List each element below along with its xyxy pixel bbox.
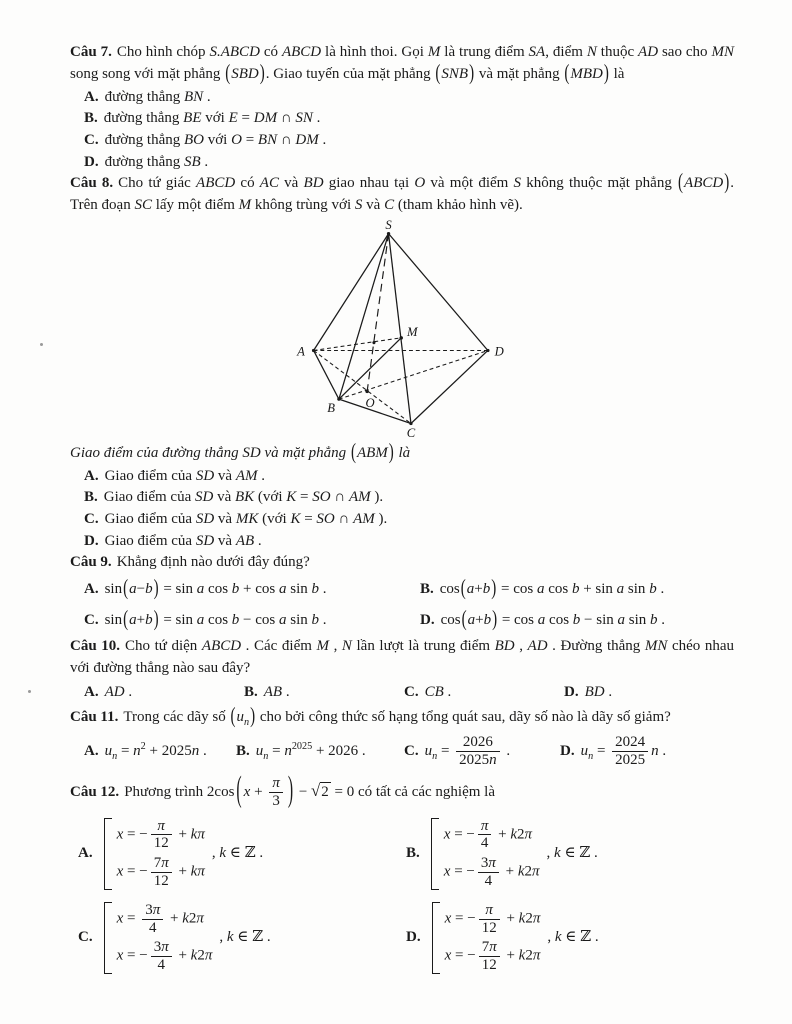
q8-option-b-text: Giao điểm của SD và BK (với K = SO ∩ AM ). xyxy=(103,489,384,506)
q8-option-c xyxy=(70,509,734,531)
q8-stem xyxy=(70,440,734,465)
q9-option-a-text: sin(a−b) = sin a cos b + cos a sin b . xyxy=(104,576,327,601)
q11-option-c-letter: C. xyxy=(404,743,419,760)
question-9-label: Câu 9. xyxy=(70,554,112,571)
q12-option-c-rows xyxy=(117,900,213,976)
vertex-label-o: O xyxy=(365,395,375,410)
question-11-body: Trong các dãy số $(u_n)$ cho bởi công thức số hạng tổng quát sau, dãy số nào là dãy số giảm? xyxy=(123,704,671,729)
q7-option-c-text: đường thẳng BO với O = BN ∩ DM . xyxy=(104,131,327,148)
q9-option-a-letter: A. xyxy=(84,581,99,598)
question-11 xyxy=(70,704,734,729)
q12-option-b-letter: B. xyxy=(406,844,420,861)
q12-option-b-rows xyxy=(444,816,540,892)
question-10-label: Câu 10. xyxy=(70,637,121,654)
q11-option-a-text: $u_n = n^2 + 2025n$ . xyxy=(104,740,207,762)
q8-option-d xyxy=(70,531,734,553)
q11-option-a xyxy=(84,741,236,763)
q12-option-c xyxy=(78,900,406,976)
q7-option-d xyxy=(70,152,734,174)
question-10-body: Cho tứ diện ABCD . Các điểm M , N lần lượt là trung điểm BD , AD . Đường thẳng MN chéo nhau với đường thẳng nào sau đây? xyxy=(70,637,734,676)
q9-option-c-letter: C. xyxy=(84,611,99,628)
q7-option-d-text: đường thẳng SB . xyxy=(104,153,209,170)
q7-option-b-letter: B. xyxy=(84,110,98,127)
q9-option-b xyxy=(420,576,734,601)
q10-option-d xyxy=(564,682,734,704)
q8-option-b xyxy=(70,487,734,509)
question-12-body: Phương trình 2cos ( x + $\frac{\pi}{3}$ ) − √ 2 = 0 có tất cả các nghiệm là xyxy=(124,770,495,810)
scan-speck xyxy=(28,690,31,693)
question-8-body: Cho tứ giác ABCD có AC và BD giao nhau tại O và một điểm S không thuộc mặt phẳng (ABCD). Trên đoạn SC lấy một điểm M không trùng với S và C (tham khảo hình vẽ). xyxy=(70,170,734,214)
q10-option-b-text: AB . xyxy=(263,683,290,700)
system-bracket xyxy=(104,818,112,890)
q7-option-a-letter: A. xyxy=(84,88,99,105)
q8-figure-wrap xyxy=(84,220,734,442)
q10-option-d-letter: D. xyxy=(564,683,579,700)
question-12 xyxy=(70,770,734,810)
q7-option-c-letter: C. xyxy=(84,131,99,148)
q8-option-a xyxy=(70,466,734,488)
q10-option-a-letter: A. xyxy=(84,683,99,700)
q11-option-a-letter: A. xyxy=(84,742,99,759)
question-9-title: Khẳng định nào dưới đây đúng? xyxy=(116,554,310,571)
q11-option-d-text: $u_n$ = $\frac{2024}{2025}$ n . xyxy=(580,734,667,769)
vertex-label-c: C xyxy=(406,426,416,441)
q11-option-b-text: $u_n = n^{2025} + 2026$ . xyxy=(255,740,366,762)
q12-option-d-letter: D. xyxy=(406,928,421,945)
q11-option-c xyxy=(404,734,560,769)
q9-option-c-text: sin(a+b) = sin a cos b − cos a sin b . xyxy=(104,607,327,632)
question-7-body: Cho hình chóp S.ABCD có ABCD là hình thoi. Gọi M là trung điểm SA, điểm N thuộc AD sao cho MN song song với mặt phẳng (SBD). Giao tuyến của mặt phẳng (SNB) và mặt phẳng (MBD) là xyxy=(70,44,734,86)
system-bracket xyxy=(431,818,439,890)
q12-options xyxy=(70,816,734,976)
q12-option-a xyxy=(78,816,406,892)
q8-option-c-text: Giao điểm của SD và MK (với K = SO ∩ AM ). xyxy=(104,511,388,528)
exam-content xyxy=(70,42,734,976)
vertex-label-m: M xyxy=(407,324,418,339)
q12-option-d-row2: x = − $\frac{7\pi}{12}$ + k2π xyxy=(444,939,541,974)
q12-option-c-row1: x = $\frac{3\pi}{4}$ + k2π xyxy=(116,901,204,936)
q8-option-a-letter: A. xyxy=(84,467,99,484)
q12-option-b xyxy=(406,816,734,892)
q10-option-c-text: CB . xyxy=(424,683,452,700)
q12-option-b-tail: , k ∈ ℤ . xyxy=(546,844,598,861)
q12-option-a-rows xyxy=(117,816,205,892)
q12-option-d-rows xyxy=(445,900,541,976)
q11-option-b xyxy=(236,741,404,763)
q10-option-c-letter: C. xyxy=(404,683,419,700)
q12-option-d xyxy=(406,900,734,976)
q10-option-c xyxy=(404,682,564,704)
q12-option-a-row2: x = − $\frac{7\pi}{12}$ + kπ xyxy=(116,855,205,890)
q10-option-b xyxy=(244,682,404,704)
q9-option-b-text: cos(a+b) = cos a cos b + sin a sin b . xyxy=(439,576,665,601)
q12-option-d-row1: x = − $\frac{\pi}{12}$ + k2π xyxy=(444,901,541,936)
system-bracket xyxy=(432,902,440,974)
q12-option-b-row2: x = − $\frac{3\pi}{4}$ + k2π xyxy=(443,855,540,890)
q12-option-c-row2: x = − $\frac{3\pi}{4}$ + k2π xyxy=(116,939,213,974)
question-12-label: Câu 12. xyxy=(70,783,120,800)
q9-option-d xyxy=(420,607,734,632)
q11-options xyxy=(70,734,734,769)
q7-option-a-text: đường thẳng BN . xyxy=(104,88,211,105)
scan-speck xyxy=(40,343,43,346)
question-7-label: Câu 7. xyxy=(70,44,112,60)
question-8-label: Câu 8. xyxy=(70,175,114,192)
q9-options xyxy=(70,576,734,632)
q11-option-d-letter: D. xyxy=(560,743,575,760)
question-10 xyxy=(70,636,734,680)
question-11-label: Câu 11. xyxy=(70,708,119,725)
q11-option-b-letter: B. xyxy=(236,742,250,759)
q12-option-a-tail: , k ∈ ℤ . xyxy=(211,844,264,861)
q8-pyramid-figure xyxy=(278,220,540,442)
q12-option-a-letter: A. xyxy=(78,844,93,861)
system-bracket xyxy=(104,902,112,974)
q9-option-c xyxy=(84,607,420,632)
q8-option-d-letter: D. xyxy=(84,532,99,549)
q9-option-d-letter: D. xyxy=(420,611,435,628)
vertex-label-a: A xyxy=(297,344,305,359)
q11-option-c-text: $u_n$ = $\frac{2026}{2025n}$ . xyxy=(424,734,511,769)
q12-option-c-letter: C. xyxy=(78,928,93,945)
q8-option-d-text: Giao điểm của SD và AB . xyxy=(104,532,262,549)
q10-option-d-text: BD . xyxy=(584,683,613,700)
q10-option-a xyxy=(84,682,244,704)
q7-option-d-letter: D. xyxy=(84,153,99,170)
q7-option-b-text: đường thẳng BE với E = DM ∩ SN . xyxy=(103,110,321,127)
q8-option-c-letter: C. xyxy=(84,511,99,528)
q12-option-c-tail: , k ∈ ℤ . xyxy=(219,928,271,945)
q7-option-a xyxy=(70,87,734,109)
question-7 xyxy=(70,42,734,86)
q7-option-c xyxy=(70,130,734,152)
q7-option-b xyxy=(70,108,734,130)
q10-option-a-text: AD . xyxy=(104,683,133,700)
q10-options xyxy=(70,682,734,704)
q9-option-a xyxy=(84,576,420,601)
vertex-label-d: D xyxy=(494,344,504,359)
vertex-label-b: B xyxy=(327,400,335,415)
q8-option-a-text: Giao điểm của SD và AM . xyxy=(104,467,265,484)
q8-option-b-letter: B. xyxy=(84,489,98,506)
q8-stem-text: Giao điểm của đường thẳng SD và mặt phẳng (ABM) là xyxy=(70,440,411,465)
vertex-label-s: S xyxy=(385,219,392,232)
q12-option-a-row1: x = − $\frac{\pi}{12}$ + kπ xyxy=(116,817,205,852)
question-8 xyxy=(70,170,734,217)
q12-option-b-row1: x = − $\frac{\pi}{4}$ + k2π xyxy=(443,817,533,852)
question-9 xyxy=(70,552,734,574)
q10-option-b-letter: B. xyxy=(244,683,258,700)
q12-option-d-tail: , k ∈ ℤ . xyxy=(547,928,599,945)
q9-option-b-letter: B. xyxy=(420,581,434,598)
q11-option-d xyxy=(560,734,734,769)
q9-option-d-text: cos(a+b) = cos a cos b − sin a sin b . xyxy=(440,607,666,632)
